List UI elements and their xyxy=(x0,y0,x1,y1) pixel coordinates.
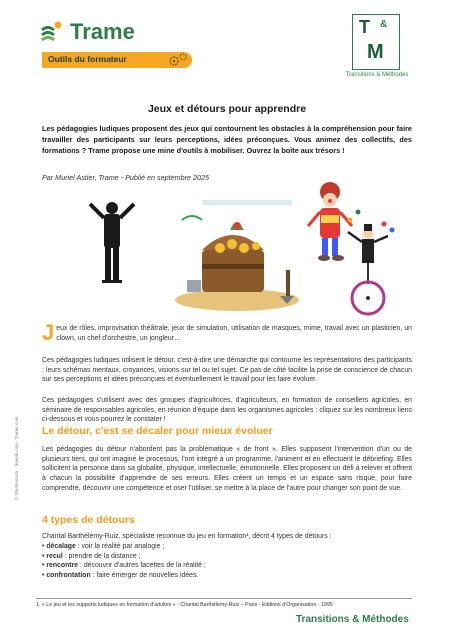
list-item: • décalage : voir la réalité par analogie ; xyxy=(42,543,165,550)
detour-types-list xyxy=(42,542,412,581)
tools-banner-label: Outils du formateur xyxy=(48,54,127,64)
tm-logo xyxy=(352,14,400,70)
footer-brand: Transitions & Méthodes xyxy=(296,614,409,625)
brand-name: Trame xyxy=(70,19,135,44)
section-heading-types: 4 types de détours xyxy=(42,514,135,526)
clown-figure xyxy=(308,182,352,261)
lead-paragraph: Les pédagogies ludiques proposent des jeux qui contournent les obstacles à la compréhension pour faire travailler des participants sur leurs perceptions, idées préconçues. Vous animez des collectifs, des formations ? Trame propose une mine d'outils à mobiliser. Ouvrez la boîte aux trésors ! xyxy=(42,124,412,155)
juggler-figure xyxy=(348,210,395,315)
footer-divider xyxy=(36,598,412,599)
footnote: 1. « Le jeu et les supports ludiques en formation d'adultes » - Chantal Barthélémy-Ruiz – Paris - Editions d'Organisation - 1995 xyxy=(36,602,333,608)
paragraph-usage: Ces pédagogies s'utilisent avec des groupes d'agricultrices, d'agriculteurs, en formation de conseillers agricoles, en séminaire de responsables agricoles, en réunion d'équipe dans les organismes agricoles : cliquez sur les nombreux liens ci-dessous et vous pourrez le constater ! xyxy=(42,397,412,424)
illustration xyxy=(42,180,412,320)
paragraph-detour: Ces pédagogies ludiques utilisent le détour, c'est-à-dire une démarche qui contourne les représentations des participants : leurs schémas mentaux, croyances, visions sur tel ou tel sujet. Ce pas de côté facilite la prise de conscience de chacun sur ses perceptions et idées préconçues et éventuellement le travail pour les faire évoluer. xyxy=(42,357,412,384)
paragraph-intro xyxy=(42,320,412,345)
image-credit: © Shutterstock - freepik.com - Trame.com xyxy=(14,416,19,500)
paragraph-intro-text: eux de rôles, improvisation théâtrale, jeux de simulation, utilisation de masques, mime, travail avec un plasticien, un clown, un chef d'orchestre, un jongleur… xyxy=(56,325,412,342)
list-item: • recul : prendre de la distance ; xyxy=(42,552,141,560)
tm-logo-ampersand: & xyxy=(380,19,388,30)
tm-logo-t: T xyxy=(359,17,370,37)
tm-caption: Transitions & Méthodes xyxy=(345,72,409,78)
trame-logo-icon xyxy=(40,20,64,44)
list-item: • confrontation : faire émerger de nouvelles idées. xyxy=(42,572,199,580)
list-item: • rencontre : découvrir d'autres facettes de la réalité ; xyxy=(42,562,206,570)
treasure-chest xyxy=(175,200,299,311)
page-title: Jeux et détours pour apprendre xyxy=(147,103,307,115)
section-heading-detour: Le détour, c'est se décaler pour mieux évoluer xyxy=(42,425,273,437)
paragraph-detour-principles: Les pédagogies du détour n'abordent pas la problématique « de front ». Elles supposent l'intervention d'un ou de plusieurs tiers, qui ont imaginé le processus, l'ont intégré à un programme, l'animent et en effectuent le débriefing. Elles sollicitent la personne dans sa globalité, physique, intellectuelle, émotionnelle. Elles proposent un défi à relever et offrent à chacun la possibilité d'apprendre de ses erreurs. Elles créent un temps et un espace sans risque, pour faire comprendre, découvrir une compétence et oser l'utiliser, se mettre à la place de l'autre pour changer son point de vue. xyxy=(42,446,412,492)
dropcap: J xyxy=(42,320,55,345)
paragraph-types-intro: Chantal Barthélémy-Ruiz, spécialiste reconnue du jeu en formation¹, décrit 4 types de détours : xyxy=(42,533,332,540)
tm-logo-m: M xyxy=(367,41,384,63)
gears-icon xyxy=(166,52,190,68)
conductor-figure xyxy=(90,202,134,283)
byline: Par Muriel Astier, Trame - Publié en septembre 2025 xyxy=(42,173,209,182)
